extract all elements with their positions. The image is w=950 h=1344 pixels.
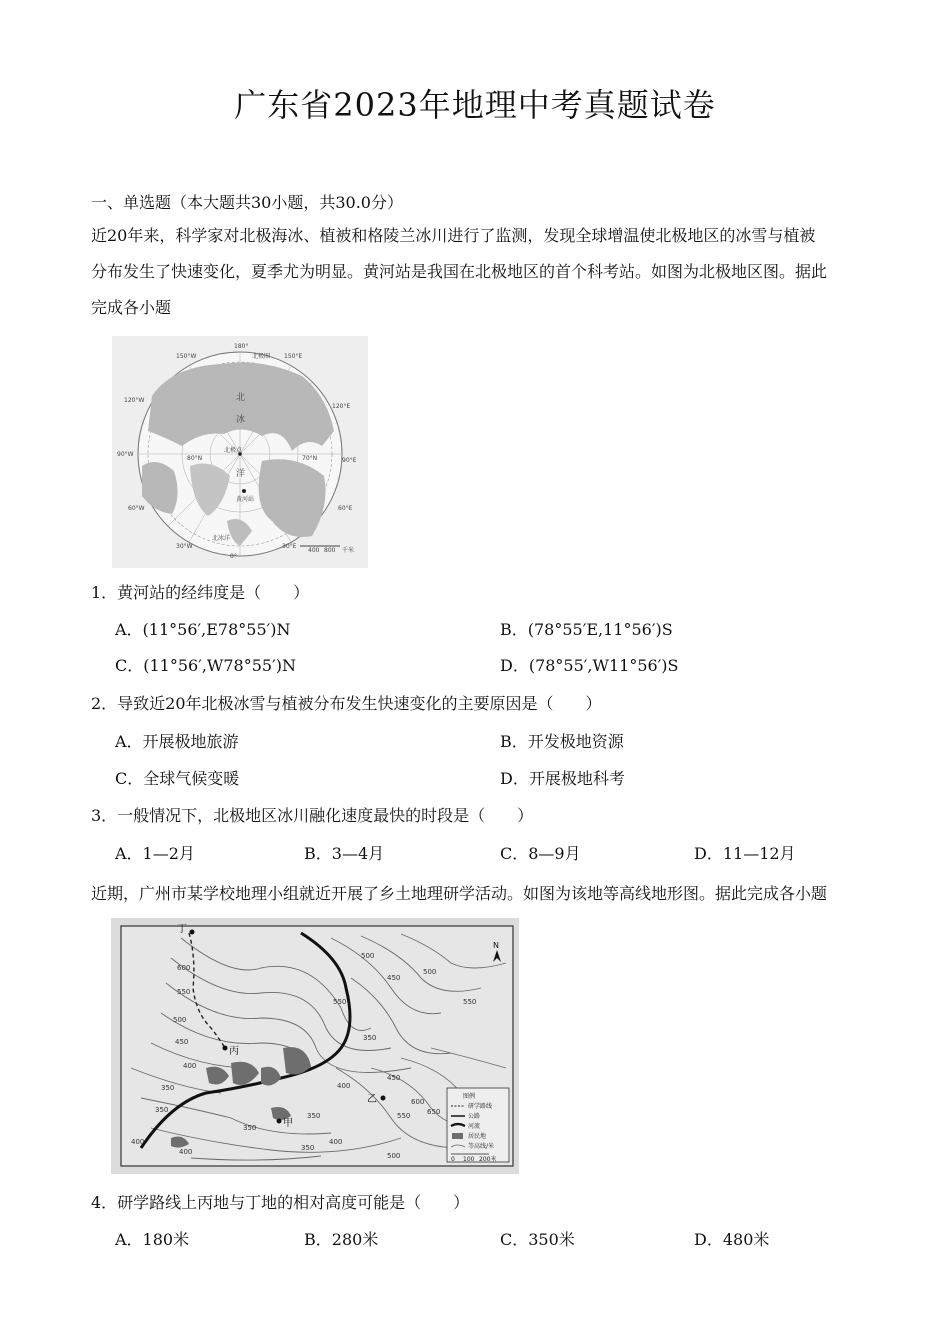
contour-lbl-16: 400 — [337, 1082, 351, 1090]
q1-option-a[interactable]: A．(11°56′,E78°55′)N — [115, 620, 291, 639]
lbl-scale-km: 千米 — [342, 547, 355, 554]
contour-map-figure — [111, 918, 519, 1174]
contour-lbl-9: 450 — [387, 1074, 401, 1082]
legend-scale-200: 200米 — [479, 1156, 497, 1163]
lbl-180: 180° — [234, 343, 249, 350]
contour-lbl-14: 550 — [333, 998, 347, 1006]
lbl-north-pole: 北极点 — [224, 447, 243, 454]
place-bing: 丙 — [229, 1046, 239, 1057]
lbl-60w: 60°W — [128, 505, 145, 512]
contour-lbl-4: 450 — [175, 1038, 189, 1046]
q4-option-d[interactable]: D．480米 — [694, 1230, 770, 1249]
contour-lbl-11: 550 — [463, 998, 477, 1006]
legend-scale-100: 100 — [463, 1156, 475, 1163]
legend-title: 图例 — [463, 1093, 476, 1100]
legend-item-road: 公路 — [468, 1113, 481, 1120]
place-jia: 甲 — [283, 1118, 293, 1129]
contour-lbl-1: 600 — [177, 964, 191, 972]
lbl-90e: 90°E — [342, 457, 357, 464]
contour-lbl-3: 500 — [173, 1016, 187, 1024]
q3-option-d[interactable]: D．11—12月 — [694, 844, 796, 863]
lbl-bing: 冰 — [236, 415, 246, 425]
legend-scale-0: 0 — [451, 1156, 455, 1163]
lbl-scale-400: 400 — [308, 547, 320, 554]
contour-lbl-18: 400 — [329, 1138, 343, 1146]
lbl-70n: 70°N — [302, 455, 318, 462]
q4-option-a[interactable]: A．180米 — [115, 1230, 190, 1249]
contour-lbl-17: 350 — [243, 1124, 257, 1132]
lbl-yang: 洋 — [236, 469, 246, 479]
legend-item-contour: 等高线/米 — [468, 1143, 495, 1150]
contour-lbl-24: 650 — [427, 1108, 441, 1116]
contour-lbl-8: 400 — [131, 1138, 145, 1146]
q2-stem: 2．导致近20年北极冰雪与植被分布发生快速变化的主要原因是（ ） — [91, 694, 602, 713]
contour-lbl-22: 550 — [397, 1112, 411, 1120]
q2-option-c[interactable]: C．全球气候变暖 — [115, 769, 240, 788]
contour-lbl-15: 350 — [363, 1034, 377, 1042]
q4-option-b[interactable]: B．280米 — [304, 1230, 379, 1249]
q1-option-d[interactable]: D．(78°55′,W11°56′)S — [500, 656, 679, 675]
q4-stem: 4．研学路线上丙地与丁地的相对高度可能是（ ） — [91, 1193, 470, 1212]
lbl-0: 0° — [230, 553, 237, 560]
lbl-bei: 北 — [236, 393, 246, 403]
lbl-120w: 120°W — [124, 397, 145, 404]
lbl-80n: 80°N — [187, 455, 203, 462]
legend-item-route: 研学路线 — [468, 1103, 493, 1110]
q1-stem: 1．黄河站的经纬度是（ ） — [91, 583, 310, 602]
contour-lbl-5: 400 — [183, 1062, 197, 1070]
q2-option-d[interactable]: D．开展极地科考 — [500, 769, 625, 788]
place-ding: 丁 — [177, 924, 187, 935]
q1-option-b[interactable]: B．(78°55′E,11°56′)S — [500, 620, 673, 639]
arctic-map-figure — [112, 336, 368, 568]
contour-lbl-12: 450 — [387, 974, 401, 982]
contour-lbl-20: 400 — [179, 1148, 193, 1156]
lbl-huanghe: 黄河站 — [236, 496, 255, 503]
north-label: N — [493, 941, 499, 950]
lbl-arctic-ocean: 北冰洋 — [212, 535, 231, 542]
contour-lbl-13: 500 — [361, 952, 375, 960]
page-title: 广东省2023年地理中考真题试卷 — [234, 86, 716, 124]
intro2: 近期，广州市某学校地理小组就近开展了乡土地理研学活动。如图为该地等高线地形图。据此完成各小题 — [91, 884, 828, 903]
contour-lbl-7: 350 — [155, 1106, 169, 1114]
lbl-arctic-circle: 北极圈 — [252, 353, 271, 360]
contour-lbl-21: 500 — [387, 1152, 401, 1160]
legend-item-river: 河流 — [468, 1123, 481, 1130]
intro1-line2: 分布发生了快速变化，夏季尤为明显。黄河站是我国在北极地区的首个科考站。如图为北极地区图。据此 — [91, 262, 828, 281]
contour-lbl-6: 350 — [161, 1084, 175, 1092]
lbl-30e: 30°E — [282, 543, 297, 550]
lbl-120e: 120°E — [332, 403, 351, 410]
contour-lbl-23: 600 — [411, 1098, 425, 1106]
legend-item-settlement: 居民地 — [468, 1133, 487, 1140]
q3-option-b[interactable]: B．3—4月 — [304, 844, 385, 863]
q3-option-c[interactable]: C．8—9月 — [500, 844, 581, 863]
intro1-line3: 完成各小题 — [91, 298, 172, 317]
intro1-line1: 近20年来，科学家对北极海冰、植被和格陵兰冰川进行了监测，发现全球增温使北极地区的冰雪与植被 — [91, 226, 816, 245]
section-heading: 一、单选题（本大题共30小题，共30.0分） — [91, 193, 403, 212]
lbl-150e: 150°E — [284, 353, 303, 360]
lbl-150w: 150°W — [176, 353, 197, 360]
lbl-30w: 30°W — [176, 543, 193, 550]
lbl-scale-800: 800 — [324, 547, 336, 554]
place-yi: 乙 — [367, 1094, 377, 1105]
contour-lbl-25: 350 — [301, 1144, 315, 1152]
q2-option-a[interactable]: A．开展极地旅游 — [115, 732, 239, 751]
lbl-90w: 90°W — [117, 451, 134, 458]
contour-lbl-2: 550 — [177, 988, 191, 996]
contour-lbl-10: 500 — [423, 968, 437, 976]
q2-option-b[interactable]: B．开发极地资源 — [500, 732, 624, 751]
q1-option-c[interactable]: C．(11°56′,W78°55′)N — [115, 656, 296, 675]
q3-stem: 3．一般情况下，北极地区冰川融化速度最快的时段是（ ） — [91, 806, 534, 825]
lbl-60e: 60°E — [338, 505, 353, 512]
contour-lbl-19: 350 — [307, 1112, 321, 1120]
q4-option-c[interactable]: C．350米 — [500, 1230, 575, 1249]
q3-option-a[interactable]: A．1—2月 — [115, 844, 195, 863]
